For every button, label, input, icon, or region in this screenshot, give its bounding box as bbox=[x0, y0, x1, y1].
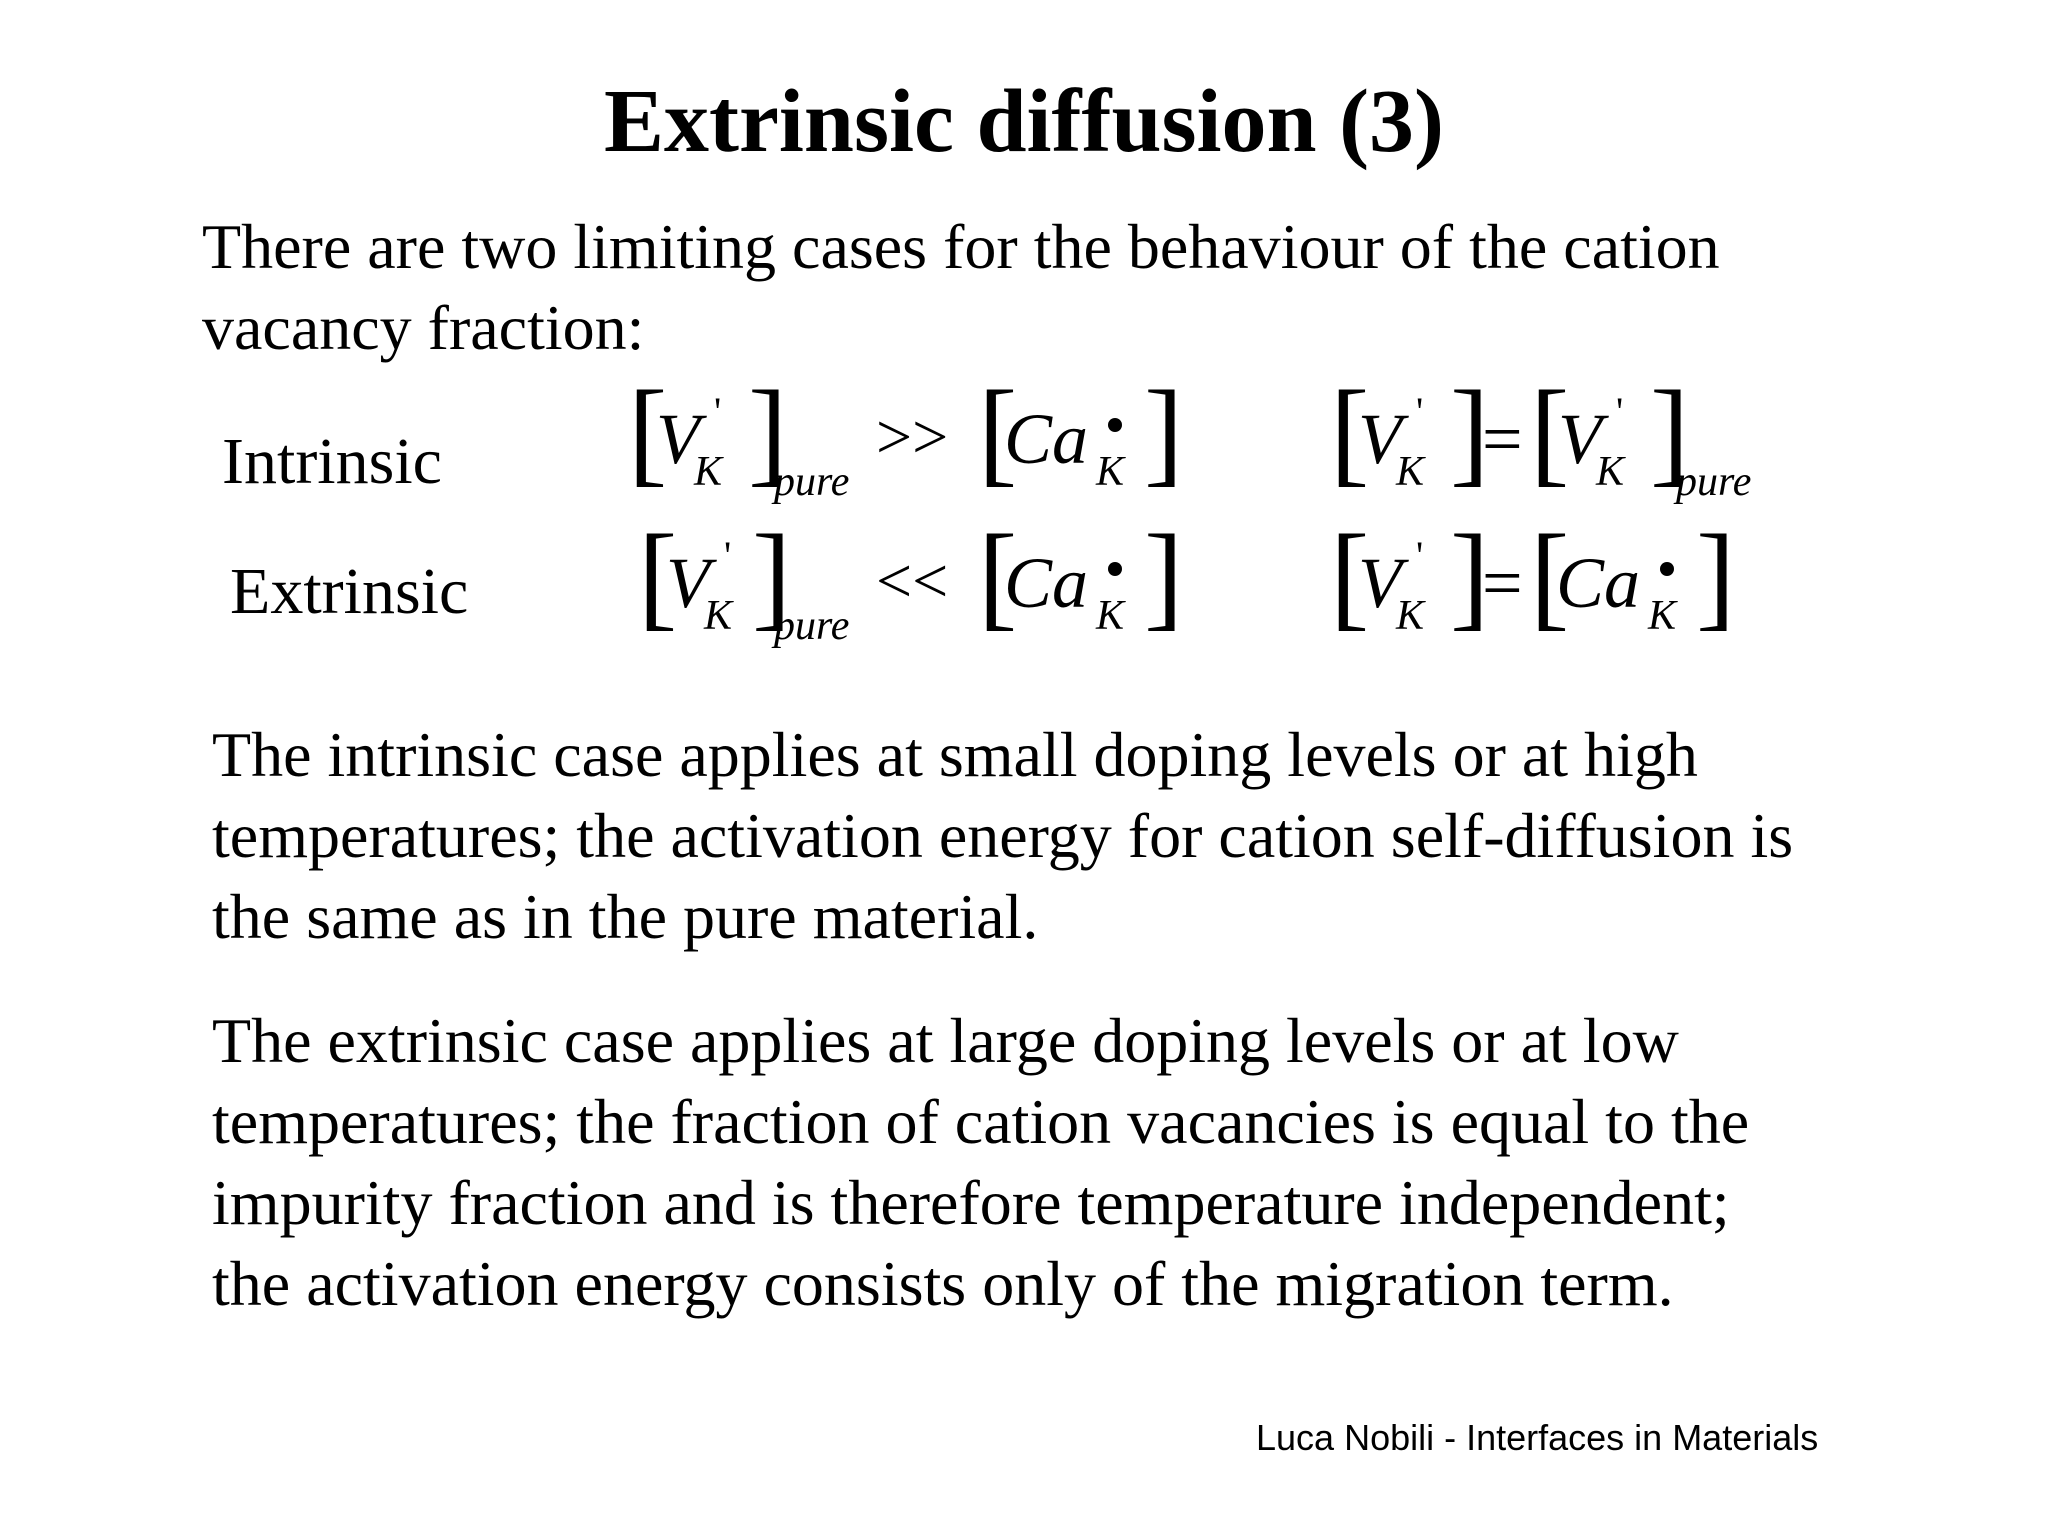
right-bracket: ] bbox=[1450, 366, 1490, 497]
prime-charge: ' bbox=[714, 389, 722, 434]
site-subscript: K bbox=[704, 593, 733, 639]
site-subscript: K bbox=[1096, 593, 1125, 639]
vacancy-symbol: V bbox=[1558, 399, 1602, 479]
vacancy-symbol: V bbox=[666, 543, 710, 623]
much-less-operator: << bbox=[876, 545, 949, 616]
site-subscript: K bbox=[1396, 449, 1425, 495]
pure-subscript: pure bbox=[774, 603, 850, 649]
vacancy-symbol: V bbox=[656, 399, 700, 479]
site-subscript: K bbox=[1596, 449, 1625, 495]
right-bracket: ] bbox=[1696, 510, 1736, 641]
site-subscript: K bbox=[1396, 593, 1425, 639]
intrinsic-explanation-paragraph bbox=[212, 714, 1793, 957]
left-bracket: [ bbox=[1330, 366, 1370, 497]
extrinsic-line-1: The extrinsic case applies at large doping levels or at low bbox=[212, 1005, 1679, 1076]
extrinsic-line-4: the activation energy consists only of the migration term. bbox=[212, 1248, 1674, 1319]
right-bracket: ] bbox=[1144, 366, 1184, 497]
left-bracket: [ bbox=[1530, 366, 1570, 497]
left-bracket: [ bbox=[628, 366, 668, 497]
right-bracket: ] bbox=[1144, 510, 1184, 641]
extrinsic-line-3: impurity fraction and is therefore temperature independent; bbox=[212, 1167, 1730, 1238]
vacancy-symbol: V bbox=[1358, 543, 1402, 623]
extrinsic-line-2: temperatures; the fraction of cation vacancies is equal to the bbox=[212, 1086, 1750, 1157]
pure-subscript: pure bbox=[774, 459, 850, 505]
left-bracket: [ bbox=[1330, 510, 1370, 641]
extrinsic-label: Extrinsic bbox=[230, 555, 469, 628]
vacancy-symbol: V bbox=[1358, 399, 1402, 479]
prime-charge: ' bbox=[1416, 533, 1424, 578]
equals-operator: = bbox=[1482, 399, 1523, 479]
right-bracket: ] bbox=[748, 366, 788, 497]
intro-line-2: vacancy fraction: bbox=[202, 292, 645, 363]
intrinsic-result-equation bbox=[1330, 366, 1790, 508]
intro-paragraph bbox=[202, 206, 1720, 368]
positive-charge-dot bbox=[1108, 562, 1122, 576]
equals-operator: = bbox=[1482, 543, 1523, 623]
calcium-symbol: Ca bbox=[1556, 543, 1641, 623]
left-bracket: [ bbox=[638, 510, 678, 641]
pure-subscript: pure bbox=[1676, 459, 1752, 505]
extrinsic-condition-equation bbox=[628, 510, 1188, 652]
calcium-symbol: Ca bbox=[1004, 399, 1089, 479]
calcium-symbol: Ca bbox=[1004, 543, 1089, 623]
right-bracket: ] bbox=[1450, 510, 1490, 641]
site-subscript: K bbox=[1096, 449, 1125, 495]
intro-line-1: There are two limiting cases for the behaviour of the cation bbox=[202, 211, 1720, 282]
prime-charge: ' bbox=[724, 533, 732, 578]
right-bracket: ] bbox=[752, 510, 792, 641]
prime-charge: ' bbox=[1616, 389, 1624, 434]
left-bracket: [ bbox=[1530, 510, 1570, 641]
much-greater-operator: >> bbox=[876, 401, 949, 472]
intrinsic-line-2: temperatures; the activation energy for cation self-diffusion is bbox=[212, 800, 1794, 871]
extrinsic-explanation-paragraph bbox=[212, 1000, 1749, 1324]
intrinsic-label: Intrinsic bbox=[222, 425, 442, 498]
site-subscript: K bbox=[694, 449, 723, 495]
positive-charge-dot bbox=[1660, 562, 1674, 576]
right-bracket: ] bbox=[1650, 366, 1690, 497]
footer-credit: Luca Nobili - Interfaces in Materials bbox=[1256, 1417, 1819, 1458]
site-subscript: K bbox=[1648, 593, 1677, 639]
intrinsic-line-1: The intrinsic case applies at small doping levels or at high bbox=[212, 719, 1698, 790]
prime-charge: ' bbox=[1416, 389, 1424, 434]
positive-charge-dot bbox=[1108, 418, 1122, 432]
left-bracket: [ bbox=[978, 510, 1018, 641]
left-bracket: [ bbox=[978, 366, 1018, 497]
extrinsic-result-equation bbox=[1330, 510, 1790, 652]
intrinsic-line-3: the same as in the pure material. bbox=[212, 881, 1039, 952]
intrinsic-condition-equation bbox=[628, 366, 1188, 508]
slide-title: Extrinsic diffusion (3) bbox=[603, 72, 1445, 171]
